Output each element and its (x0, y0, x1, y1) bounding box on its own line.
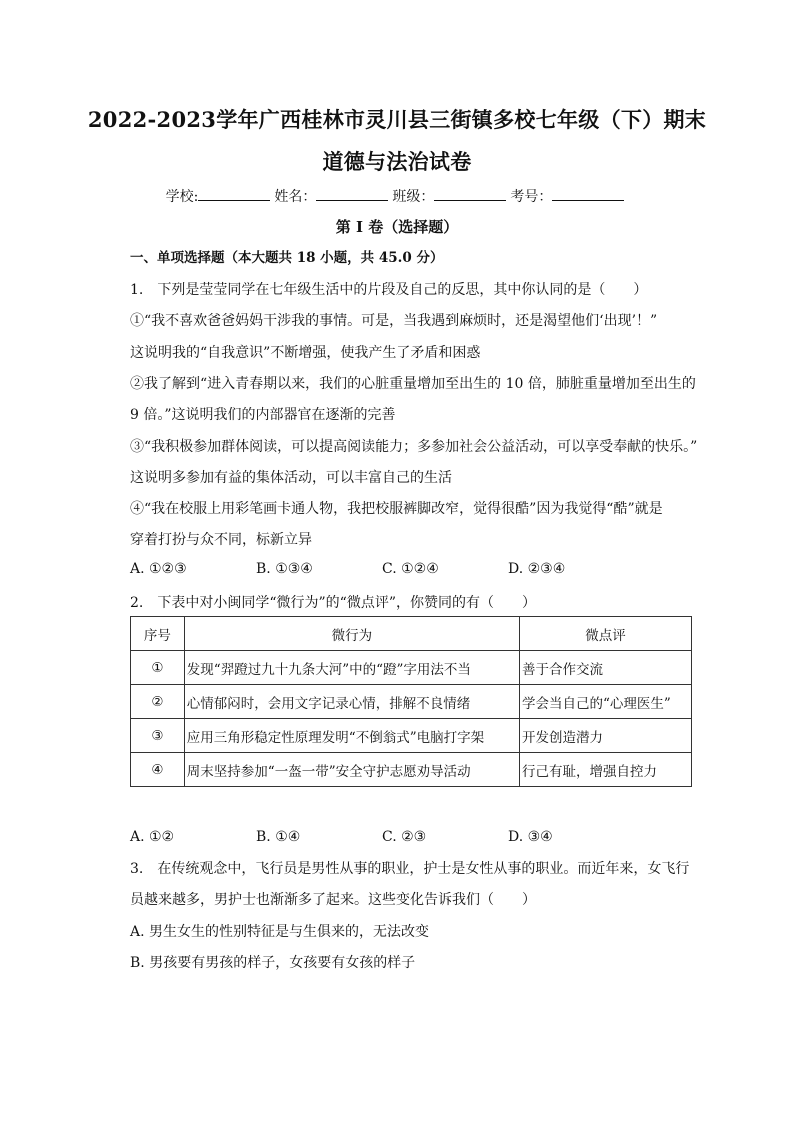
school-label: 学校: (165, 189, 199, 205)
table-cell: 学会当自己的“心理医生” (519, 685, 691, 719)
q1-statement-1-cont: 这说明我的“自我意识”不断增强，使我产生了矛盾和困惑 (130, 345, 481, 361)
q1-option-c[interactable]: C. ①②④ (382, 561, 439, 577)
q1-statement-3: ③“我积极参加群体阅读，可以提高阅读能力；多参加社会公益活动，可以享受奉献的快乐。” (130, 439, 698, 455)
q2-stem: 2. 下表中对小闽同学“微行为”的“微点评”，你赞同的有（ ） (130, 595, 536, 611)
table-row (131, 685, 692, 719)
class-label: 班级： (392, 189, 435, 205)
exam-title-line2: 道德与法治试卷 (322, 149, 472, 174)
student-info-line (0, 186, 794, 206)
q1-statement-4: ④“我在校服上用彩笔画卡通人物，我把校服裤脚改窄，觉得很酷”因为我觉得“酷”就是 (130, 501, 663, 517)
name-label: 姓名： (274, 189, 317, 205)
table-header: 微点评 (519, 617, 691, 651)
q3-stem: 3. 在传统观念中，飞行员是男性从事的职业，护士是女性从事的职业。而近年来，女飞行 (130, 861, 690, 877)
table-cell: 周末坚持参加“一盔一带”安全守护志愿劝导活动 (184, 753, 519, 787)
q3-option-a[interactable]: A. 男生女生的性别特征是与生俱来的，无法改变 (130, 924, 430, 940)
q3-option-b[interactable]: B. 男孩要有男孩的样子，女孩要有女孩的样子 (130, 955, 416, 971)
table-row (131, 651, 692, 685)
name-blank (316, 186, 388, 201)
table-cell: 应用三角形稳定性原理发明“不倒翁式”电脑打字架 (184, 719, 519, 753)
q1-statement-1: ①“我不喜欢爸爸妈妈干涉我的事情。可是，当我遇到麻烦时，还是渴望他们‘出现’！” (130, 313, 658, 329)
section-heading: 一、单项选择题（本大题共 18 小题，共 45.0 分） (130, 250, 444, 266)
exam-title-line1: 2022-2023学年广西桂林市灵川县三街镇多校七年级（下）期末 (87, 107, 707, 132)
table-row (131, 753, 692, 787)
q1-statement-2: ②我了解到“进入青春期以来，我们的心脏重量增加至出生的 10 倍，肺脏重量增加至出生的 (130, 376, 696, 392)
table-cell: ③ (131, 719, 185, 753)
table-header-row (131, 617, 692, 651)
table-cell: 心情郁闷时，会用文字记录心情，排解不良情绪 (184, 685, 519, 719)
q2-option-c[interactable]: C. ②③ (382, 829, 427, 845)
q2-option-d[interactable]: D. ③④ (508, 829, 553, 845)
table-header: 序号 (131, 617, 185, 651)
table-row (131, 719, 692, 753)
table-cell: 行己有耻，增强自控力 (519, 753, 691, 787)
table-header: 微行为 (184, 617, 519, 651)
volume-heading: 第 I 卷（选择题） (335, 218, 459, 236)
q1-stem: 1. 下列是莹莹同学在七年级生活中的片段及自己的反思，其中你认同的是（ ） (130, 282, 648, 298)
q1-statement-4-cont: 穿着打扮与众不同，标新立异 (130, 532, 312, 548)
q3-stem-cont: 员越来越多，男护士也渐渐多了起来。这些变化告诉我们（ ） (130, 892, 536, 908)
q2-option-a[interactable]: A. ①② (130, 829, 175, 845)
exam-number-blank (552, 186, 624, 201)
q1-statement-2-cont: 9 倍。”这说明我们的内部器官在逐渐的完善 (130, 407, 396, 423)
exam-number-label: 考号： (510, 189, 553, 205)
q2-table (130, 616, 692, 787)
q1-statement-3-cont: 这说明多参加有益的集体活动，可以丰富自己的生活 (130, 470, 452, 486)
q2-option-b[interactable]: B. ①④ (256, 829, 301, 845)
q1-option-d[interactable]: D. ②③④ (508, 561, 566, 577)
q1-option-a[interactable]: A. ①②③ (130, 561, 187, 577)
table-cell: 善于合作交流 (519, 651, 691, 685)
school-blank (198, 186, 270, 201)
class-blank (434, 186, 506, 201)
table-cell: 开发创造潜力 (519, 719, 691, 753)
table-cell: ② (131, 685, 185, 719)
q1-option-b[interactable]: B. ①③④ (256, 561, 313, 577)
table-cell: ④ (131, 753, 185, 787)
table-cell: ① (131, 651, 185, 685)
table-cell: 发现“羿蹬过九十九条大河”中的“蹬”字用法不当 (184, 651, 519, 685)
